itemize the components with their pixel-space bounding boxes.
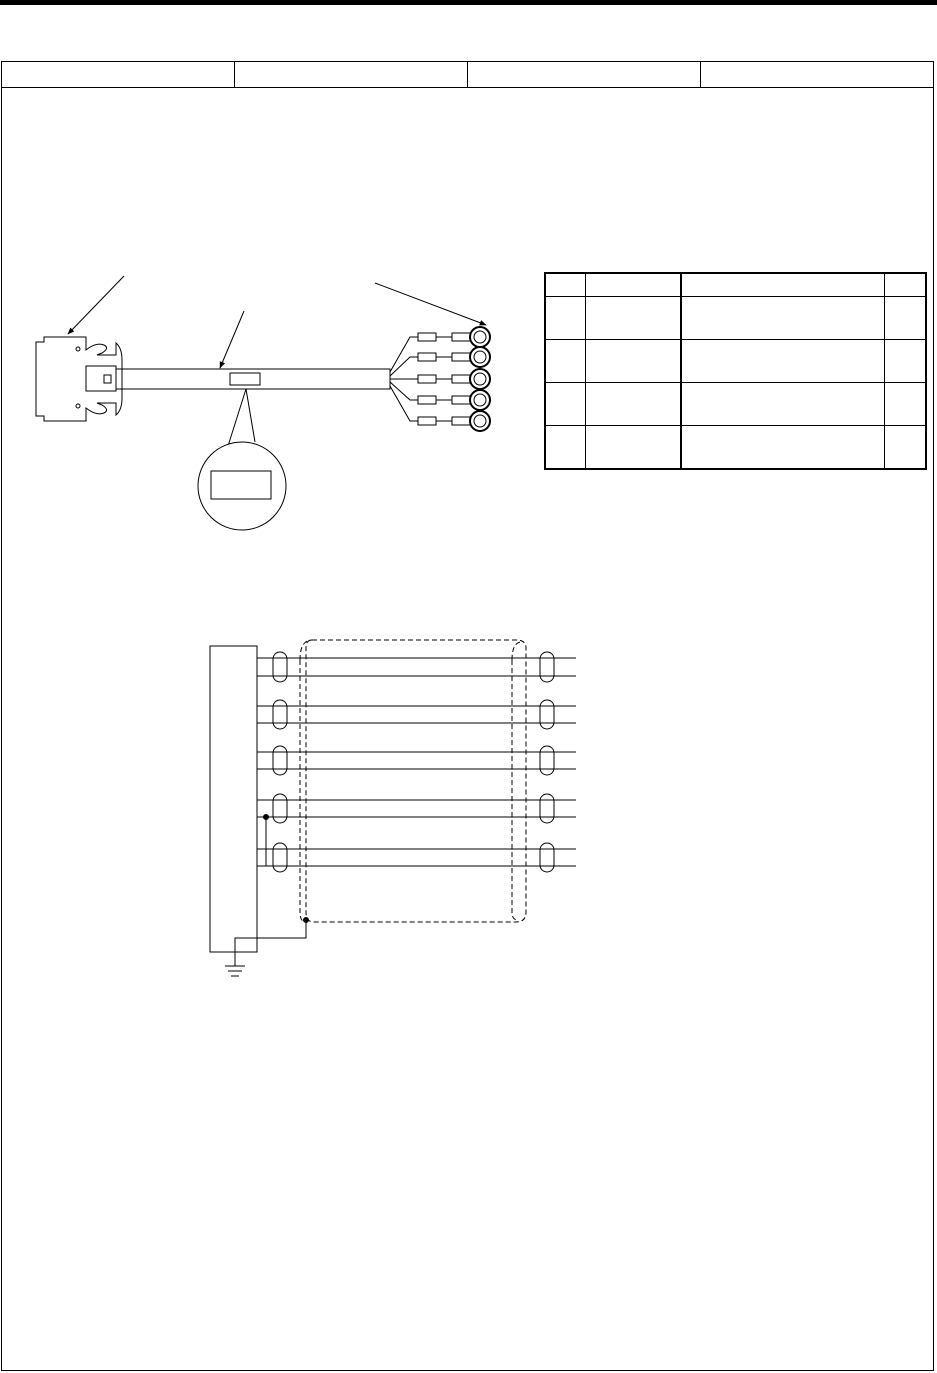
spec-cell <box>681 426 885 470</box>
table-row <box>545 340 926 383</box>
spec-cell <box>885 426 926 470</box>
cable-leader-arrow <box>220 311 244 368</box>
spec-cell <box>585 297 680 340</box>
spec-header-cell <box>545 273 585 297</box>
spec-cell <box>885 340 926 383</box>
marker-magnifier <box>198 389 286 530</box>
spec-cell <box>681 340 885 383</box>
spec-header-cell <box>681 273 885 297</box>
spec-cell <box>885 383 926 426</box>
spec-cell <box>545 426 585 470</box>
spec-cell <box>681 383 885 426</box>
connector-block <box>210 646 257 952</box>
spec-table-header-row <box>545 273 926 297</box>
terminal-leader-arrow <box>375 283 486 325</box>
table-row <box>545 297 926 340</box>
connector-leader-arrow <box>68 276 124 334</box>
spec-cell <box>885 297 926 340</box>
terminal-fanout <box>390 327 490 431</box>
spec-cell <box>545 383 585 426</box>
spec-cell <box>585 426 680 470</box>
cable-body <box>116 369 390 389</box>
spec-cell <box>545 340 585 383</box>
spec-cell <box>585 340 680 383</box>
spec-header-cell <box>585 273 680 297</box>
spec-cell <box>681 297 885 340</box>
junction-dot <box>264 815 269 820</box>
shield-outline <box>306 640 526 922</box>
spec-table <box>544 272 927 470</box>
connector-plug <box>36 337 122 421</box>
spec-header-cell <box>885 273 926 297</box>
table-row <box>545 426 926 470</box>
table-row <box>545 383 926 426</box>
spec-cell <box>585 383 680 426</box>
drain-junction-dot <box>304 918 309 923</box>
wiring-schematic <box>210 640 576 976</box>
ground-icon <box>225 966 245 976</box>
spec-cell <box>545 297 585 340</box>
